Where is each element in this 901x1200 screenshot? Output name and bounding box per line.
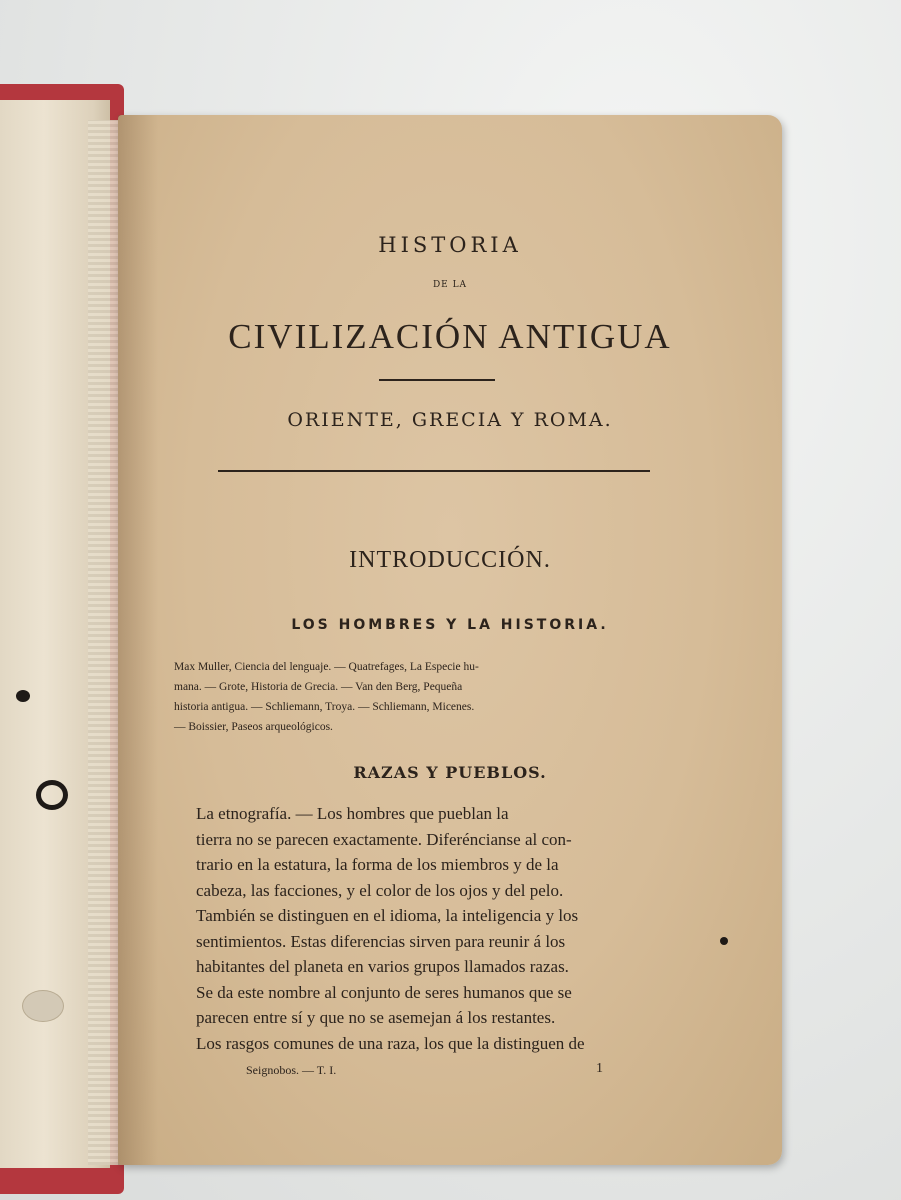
book-page (118, 115, 782, 1165)
stain-mark (36, 780, 68, 810)
signature-number: 1 (596, 1061, 603, 1076)
ink-spot (720, 937, 728, 945)
gutter-shadow (118, 115, 158, 1165)
body-line: Los rasgos comunes de una raza, los que la distinguen de (196, 1033, 585, 1053)
section-title: INTRODUCCIÓN. (349, 547, 551, 573)
bibliography-line: Max Muller, Ciencia del lenguaje. — Quatrefages, La Especie hu- (174, 661, 479, 673)
main-title: CIVILIZACIÓN ANTIGUA (228, 317, 672, 356)
body-line: La etnografía. — Los hombres que pueblan la (196, 804, 509, 823)
body-line: También se distinguen en el idioma, la inteligencia y los (196, 906, 579, 925)
heading-razas: RAZAS Y PUEBLOS. (353, 763, 547, 782)
body-line: sentimientos. Estas diferencias sirven para reunir á los (196, 931, 566, 951)
title-rule-long (218, 470, 650, 472)
footer-signature: Seignobos. — T. I. (246, 1063, 337, 1077)
body-line: trario en la estatura, la forma de los miembros y de la (196, 855, 559, 874)
body-paragraph (196, 801, 688, 1056)
body-line: cabeza, las facciones, y el color de los ojos y del pelo. (196, 880, 564, 900)
subtitle: ORIENTE, GRECIA Y ROMA. (287, 409, 613, 431)
bibliography-line: — Boissier, Paseos arqueológicos. (174, 721, 333, 733)
title-line-1: HISTORIA (378, 233, 522, 257)
body-line: tierra no se parecen exactamente. Diferéncianse al con- (196, 829, 572, 849)
bibliography (174, 657, 688, 737)
title-rule-short (379, 379, 495, 381)
body-line: parecen entre sí y que no se asemejan á los restantes. (196, 1008, 556, 1027)
chapter-title: LOS HOMBRES Y LA HISTORIA. (291, 617, 609, 633)
body-line: Se da este nombre al conjunto de seres humanos que se (196, 982, 572, 1002)
body-line: habitantes del planeta en varios grupos llamados razas. (196, 957, 569, 976)
stain-mark (16, 690, 30, 702)
title-line-2: DE LA (432, 280, 468, 290)
paper-tear (22, 990, 64, 1022)
bibliography-line: historia antigua. — Schliemann, Troya. — Schliemann, Micenes. (174, 701, 475, 713)
bibliography-line: mana. — Grote, Historia de Grecia. — Van den Berg, Pequeña (174, 681, 463, 693)
